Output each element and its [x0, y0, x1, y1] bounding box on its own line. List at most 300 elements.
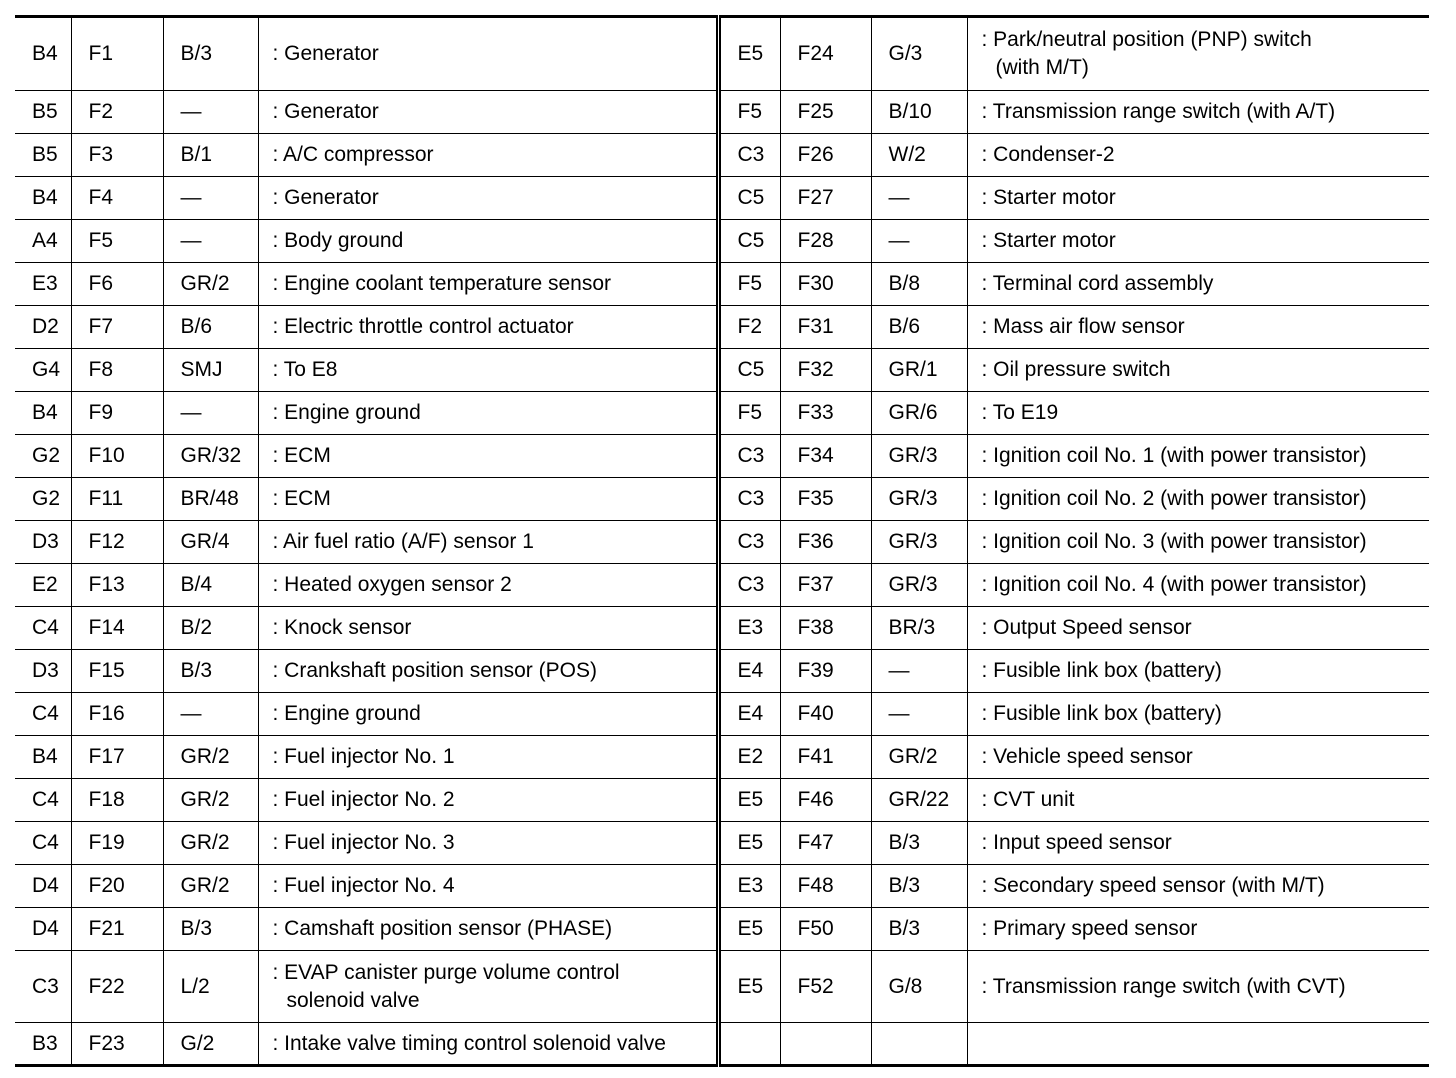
right-connector-no [780, 91, 871, 134]
cell-text: SMJ [180, 358, 223, 381]
cell-text: D2 [32, 315, 59, 338]
left-connector-color-pins [163, 908, 258, 951]
left-grid-ref [15, 349, 71, 392]
cell-text: E3 [32, 272, 58, 295]
cell-text: C3 [737, 444, 765, 467]
table-row [15, 865, 1429, 908]
cell-text: — [888, 659, 910, 682]
cell-text: D3 [32, 659, 59, 682]
cell-text: : EVAP canister purge volume control [272, 960, 620, 984]
cell-text: : Output Speed sensor [981, 616, 1192, 639]
left-connector-no [71, 865, 163, 908]
right-connector-color-pins [871, 220, 967, 263]
left-connector-no [71, 17, 163, 91]
right-connector-no [780, 607, 871, 650]
right-connector-color-pins [871, 392, 967, 435]
left-grid-ref [15, 306, 71, 349]
right-grid-ref [718, 736, 780, 779]
cell-text: B/3 [888, 874, 921, 897]
left-grid-ref [15, 435, 71, 478]
cell-text: F2 [88, 100, 114, 123]
left-connector-name [258, 134, 718, 177]
cell-text: GR/2 [180, 874, 230, 897]
cell-text: E4 [737, 702, 764, 725]
cell-text: GR/2 [180, 745, 230, 768]
cell-text: F20 [88, 874, 125, 897]
right-connector-name [967, 134, 1429, 177]
right-connector-name [967, 607, 1429, 650]
cell-text: F16 [88, 702, 125, 725]
right-grid-ref [718, 822, 780, 865]
cell-text: F5 [737, 100, 763, 123]
left-grid-ref [15, 779, 71, 822]
cell-text: B/6 [180, 315, 213, 338]
cell-text: D4 [32, 917, 59, 940]
cell-text: F37 [797, 573, 834, 596]
left-connector-name [258, 17, 718, 91]
cell-text: : Generator [272, 186, 379, 209]
right-connector-color-pins [871, 478, 967, 521]
cell-text: — [888, 702, 910, 725]
cell-text: — [888, 229, 910, 252]
cell-text: E5 [737, 831, 764, 854]
left-grid-ref [15, 392, 71, 435]
right-connector-no [780, 693, 871, 736]
cell-text: C3 [737, 143, 765, 166]
left-connector-color-pins [163, 607, 258, 650]
left-connector-color-pins [163, 392, 258, 435]
right-connector-color-pins [871, 951, 967, 1023]
table-row [15, 91, 1429, 134]
right-connector-color-pins [871, 263, 967, 306]
cell-text: C4 [32, 616, 59, 639]
cell-text: F33 [797, 401, 834, 424]
cell-text: GR/3 [888, 573, 938, 596]
cell-text: D4 [32, 874, 59, 897]
cell-text: — [888, 186, 910, 209]
right-connector-color-pins [871, 564, 967, 607]
left-connector-name [258, 263, 718, 306]
right-grid-ref [718, 865, 780, 908]
cell-text: B/6 [888, 315, 921, 338]
cell-text: G4 [32, 358, 61, 381]
right-connector-color-pins [871, 693, 967, 736]
right-connector-color-pins [871, 435, 967, 478]
left-connector-name [258, 1023, 718, 1066]
right-connector-name [967, 435, 1429, 478]
cell-text: GR/3 [888, 487, 938, 510]
right-connector-name [967, 478, 1429, 521]
cell-text: F22 [88, 974, 125, 998]
right-connector-no [780, 564, 871, 607]
right-connector-no [780, 951, 871, 1023]
right-connector-no [780, 349, 871, 392]
cell-text: : Fuel injector No. 4 [272, 874, 455, 897]
right-connector-no [780, 263, 871, 306]
cell-text: C4 [32, 788, 59, 811]
cell-text: F38 [797, 616, 834, 639]
cell-text: F25 [797, 100, 834, 123]
right-grid-ref [718, 951, 780, 1023]
cell-text: W/2 [888, 143, 926, 166]
left-connector-color-pins [163, 951, 258, 1023]
left-connector-no [71, 736, 163, 779]
right-grid-ref [718, 779, 780, 822]
right-grid-ref [718, 564, 780, 607]
cell-text: F5 [88, 229, 114, 252]
cell-text: B/2 [180, 616, 213, 639]
cell-text: F24 [797, 42, 834, 65]
cell-text-continuation: solenoid valve [286, 988, 420, 1012]
cell-text: F18 [88, 788, 125, 811]
right-connector-no [780, 908, 871, 951]
left-connector-name [258, 693, 718, 736]
cell-text: B5 [32, 100, 58, 123]
cell-text: : Starter motor [981, 229, 1116, 252]
table-row [15, 564, 1429, 607]
left-grid-ref [15, 521, 71, 564]
right-connector-color-pins [871, 91, 967, 134]
right-connector-color-pins [871, 908, 967, 951]
left-connector-no [71, 349, 163, 392]
left-grid-ref [15, 822, 71, 865]
table-row [15, 435, 1429, 478]
cell-text: : Fusible link box (battery) [981, 659, 1222, 682]
right-grid-ref [718, 306, 780, 349]
right-connector-name [967, 736, 1429, 779]
cell-text: : ECM [272, 444, 331, 467]
left-connector-color-pins [163, 435, 258, 478]
cell-text: B4 [32, 401, 58, 424]
cell-text: B/3 [180, 659, 213, 682]
cell-text: F27 [797, 186, 834, 209]
cell-text: E2 [32, 573, 58, 596]
left-connector-color-pins [163, 91, 258, 134]
cell-text: GR/2 [180, 831, 230, 854]
right-grid-ref [718, 177, 780, 220]
right-connector-no [780, 134, 871, 177]
cell-text: B3 [32, 1031, 58, 1055]
left-connector-name [258, 435, 718, 478]
cell-text: F23 [88, 1031, 125, 1055]
cell-text: F30 [797, 272, 834, 295]
cell-text: E5 [737, 788, 764, 811]
left-connector-color-pins [163, 865, 258, 908]
cell-text: G2 [32, 487, 61, 510]
table-row [15, 693, 1429, 736]
cell-text: : CVT unit [981, 788, 1075, 811]
left-connector-name [258, 177, 718, 220]
cell-text: — [180, 401, 202, 424]
cell-text: C3 [737, 530, 765, 553]
cell-text: B/3 [888, 917, 921, 940]
cell-text: GR/2 [180, 272, 230, 295]
left-grid-ref [15, 177, 71, 220]
left-connector-no [71, 779, 163, 822]
cell-text: : Camshaft position sensor (PHASE) [272, 917, 613, 940]
left-connector-color-pins [163, 1023, 258, 1066]
cell-text: F35 [797, 487, 834, 510]
right-connector-no [780, 822, 871, 865]
right-grid-ref [718, 521, 780, 564]
cell-text: : Engine ground [272, 702, 421, 725]
left-connector-no [71, 306, 163, 349]
left-connector-name [258, 650, 718, 693]
cell-text: GR/22 [888, 788, 950, 811]
table-row [15, 822, 1429, 865]
left-connector-no [71, 521, 163, 564]
cell-text: F6 [88, 272, 114, 295]
cell-text: E3 [737, 616, 764, 639]
cell-text: F21 [88, 917, 125, 940]
table-row [15, 650, 1429, 693]
right-connector-no [780, 177, 871, 220]
right-connector-name [967, 91, 1429, 134]
left-connector-name [258, 564, 718, 607]
cell-text: B4 [32, 745, 58, 768]
right-connector-no [780, 650, 871, 693]
right-connector-name [967, 177, 1429, 220]
right-connector-name [967, 1023, 1429, 1066]
cell-text: C4 [32, 831, 59, 854]
right-grid-ref [718, 91, 780, 134]
cell-text: : Condenser-2 [981, 143, 1115, 166]
cell-text: F28 [797, 229, 834, 252]
right-connector-name [967, 521, 1429, 564]
right-connector-name [967, 822, 1429, 865]
left-grid-ref [15, 693, 71, 736]
left-connector-no [71, 908, 163, 951]
cell-text: : Oil pressure switch [981, 358, 1171, 381]
cell-text: E2 [737, 745, 764, 768]
left-grid-ref [15, 865, 71, 908]
cell-text: : Knock sensor [272, 616, 412, 639]
left-connector-no [71, 1023, 163, 1066]
left-connector-name [258, 822, 718, 865]
cell-text: — [180, 702, 202, 725]
cell-text-continuation: (with M/T) [995, 56, 1089, 79]
cell-text: E5 [737, 974, 764, 998]
cell-text: F12 [88, 530, 125, 553]
left-grid-ref [15, 134, 71, 177]
left-connector-color-pins [163, 220, 258, 263]
cell-text: F17 [88, 745, 125, 768]
cell-text: : Starter motor [981, 186, 1116, 209]
right-connector-name [967, 693, 1429, 736]
right-connector-no [780, 865, 871, 908]
cell-text: F36 [797, 530, 834, 553]
cell-text: GR/3 [888, 530, 938, 553]
left-grid-ref [15, 1023, 71, 1066]
right-connector-no [780, 392, 871, 435]
left-connector-name [258, 306, 718, 349]
cell-text: F26 [797, 143, 834, 166]
right-grid-ref [718, 392, 780, 435]
cell-text: F2 [737, 315, 763, 338]
left-connector-no [71, 564, 163, 607]
cell-text: C3 [737, 573, 765, 596]
left-connector-name [258, 607, 718, 650]
cell-text: : To E19 [981, 401, 1059, 424]
cell-text: G/8 [888, 974, 923, 998]
left-grid-ref [15, 908, 71, 951]
left-connector-color-pins [163, 263, 258, 306]
cell-text: : ECM [272, 487, 331, 510]
cell-text: GR/2 [180, 788, 230, 811]
cell-text: F39 [797, 659, 834, 682]
cell-text: : Transmission range switch (with A/T) [981, 100, 1336, 123]
cell-text: F34 [797, 444, 834, 467]
cell-text: — [180, 229, 202, 252]
right-grid-ref [718, 435, 780, 478]
table-row [15, 349, 1429, 392]
cell-text: C5 [737, 186, 765, 209]
right-connector-name [967, 220, 1429, 263]
right-connector-name [967, 650, 1429, 693]
right-grid-ref [718, 17, 780, 91]
right-connector-color-pins [871, 17, 967, 91]
cell-text: F5 [737, 272, 763, 295]
table-row [15, 951, 1429, 1023]
cell-text: : Intake valve timing control solenoid valve [272, 1031, 666, 1055]
cell-text: F13 [88, 573, 125, 596]
right-grid-ref [718, 908, 780, 951]
right-connector-name [967, 564, 1429, 607]
cell-text: B/8 [888, 272, 921, 295]
cell-text: : Terminal cord assembly [981, 272, 1214, 295]
cell-text: F40 [797, 702, 834, 725]
left-connector-name [258, 349, 718, 392]
table-row [15, 521, 1429, 564]
cell-text: B/3 [180, 42, 213, 65]
left-connector-color-pins [163, 177, 258, 220]
left-connector-color-pins [163, 478, 258, 521]
right-connector-color-pins [871, 177, 967, 220]
cell-text: B5 [32, 143, 58, 166]
right-connector-no [780, 306, 871, 349]
right-connector-color-pins [871, 650, 967, 693]
cell-text: : Fusible link box (battery) [981, 702, 1222, 725]
cell-text: BR/3 [888, 616, 936, 639]
cell-text: : Ignition coil No. 1 (with power transistor) [981, 444, 1367, 467]
cell-text: E4 [737, 659, 764, 682]
cell-text: F15 [88, 659, 125, 682]
right-connector-color-pins [871, 822, 967, 865]
cell-text: GR/3 [888, 444, 938, 467]
table-row [15, 220, 1429, 263]
right-connector-color-pins [871, 865, 967, 908]
right-connector-no [780, 17, 871, 91]
left-connector-color-pins [163, 822, 258, 865]
table-row [15, 779, 1429, 822]
cell-text: D3 [32, 530, 59, 553]
left-connector-name [258, 865, 718, 908]
right-connector-color-pins [871, 607, 967, 650]
left-grid-ref [15, 607, 71, 650]
cell-text: : Electric throttle control actuator [272, 315, 574, 338]
cell-text: : Park/neutral position (PNP) switch [981, 28, 1312, 51]
cell-text: G/3 [888, 42, 923, 65]
cell-text: A4 [32, 229, 58, 252]
cell-text: : Engine ground [272, 401, 421, 424]
right-connector-color-pins [871, 306, 967, 349]
right-connector-color-pins [871, 1023, 967, 1066]
table-row [15, 478, 1429, 521]
cell-text: B/4 [180, 573, 213, 596]
left-connector-name [258, 392, 718, 435]
cell-text: F47 [797, 831, 834, 854]
left-grid-ref [15, 736, 71, 779]
left-grid-ref [15, 220, 71, 263]
cell-text: F11 [88, 487, 124, 510]
left-grid-ref [15, 91, 71, 134]
left-connector-name [258, 951, 718, 1023]
left-connector-no [71, 91, 163, 134]
right-grid-ref [718, 650, 780, 693]
cell-text: E5 [737, 42, 764, 65]
cell-text: F9 [88, 401, 114, 424]
right-grid-ref [718, 263, 780, 306]
cell-text: : Secondary speed sensor (with M/T) [981, 874, 1325, 897]
right-connector-color-pins [871, 349, 967, 392]
left-grid-ref [15, 564, 71, 607]
left-connector-color-pins [163, 306, 258, 349]
cell-text: E3 [737, 874, 764, 897]
right-connector-color-pins [871, 736, 967, 779]
cell-text: : Primary speed sensor [981, 917, 1198, 940]
table-row [15, 392, 1429, 435]
cell-text: F3 [88, 143, 114, 166]
cell-text: : Crankshaft position sensor (POS) [272, 659, 597, 682]
right-grid-ref [718, 134, 780, 177]
left-connector-name [258, 478, 718, 521]
cell-text: — [180, 186, 202, 209]
right-connector-no [780, 779, 871, 822]
cell-text: : Ignition coil No. 3 (with power transistor) [981, 530, 1367, 553]
cell-text: GR/2 [888, 745, 938, 768]
cell-text: F1 [88, 42, 114, 65]
left-connector-name [258, 908, 718, 951]
cell-text: F19 [88, 831, 125, 854]
left-grid-ref [15, 17, 71, 91]
left-grid-ref [15, 263, 71, 306]
cell-text: F50 [797, 917, 834, 940]
table-row [15, 177, 1429, 220]
right-connector-name [967, 951, 1429, 1023]
cell-text: B/10 [888, 100, 932, 123]
left-connector-name [258, 521, 718, 564]
left-connector-name [258, 779, 718, 822]
cell-text: GR/6 [888, 401, 938, 424]
left-connector-no [71, 392, 163, 435]
left-connector-no [71, 263, 163, 306]
left-connector-no [71, 607, 163, 650]
cell-text: C5 [737, 229, 765, 252]
right-connector-name [967, 392, 1429, 435]
left-connector-no [71, 435, 163, 478]
right-grid-ref [718, 607, 780, 650]
cell-text: : Input speed sensor [981, 831, 1172, 854]
right-connector-no [780, 1023, 871, 1066]
right-grid-ref [718, 220, 780, 263]
table-row [15, 1023, 1429, 1066]
right-connector-name [967, 779, 1429, 822]
cell-text: F14 [88, 616, 125, 639]
right-connector-color-pins [871, 521, 967, 564]
table-row [15, 17, 1429, 91]
cell-text: C3 [32, 974, 59, 998]
left-connector-no [71, 951, 163, 1023]
